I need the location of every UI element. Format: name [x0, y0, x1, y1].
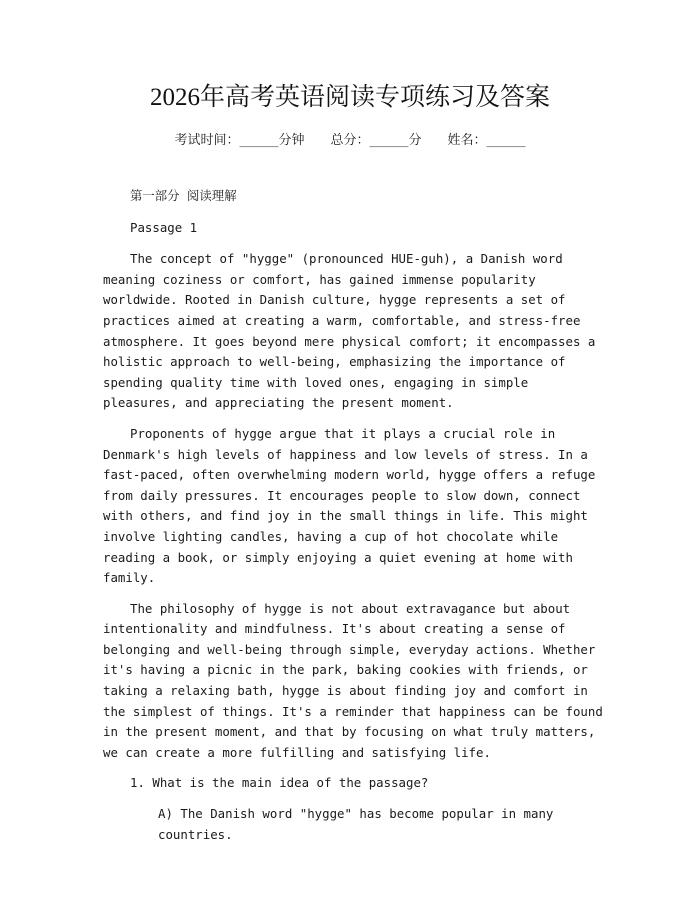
passage-label: Passage 1 [130, 219, 198, 235]
question-1: 1. What is the main idea of the passage? [130, 775, 429, 791]
question-1-option-a: A) The Danish word "hygge" has become popular in many countries. [158, 806, 554, 842]
section-heading: 第一部分 阅读理解 [130, 188, 237, 203]
passage-paragraph-1: The concept of "hygge" (pronounced HUE-guh), a Danish word meaning coziness or comfort, has gained immense popularity worldwide. Rooted in Danish culture, hygge represents a set of practices aimed at creating a warm, comfortable, and stress-free atmosphere. It goes beyond mere physical comfort; it encompasses a holistic approach to well-being, emphasizing the importance of spending quality time with loved ones, engaging in simple pleasures, and appreciating the present moment. [103, 251, 596, 411]
exam-info-line [0, 129, 700, 153]
exam-time-field: 考试时间：______分钟 [174, 133, 305, 148]
student-name-field: 姓名：______ [447, 133, 526, 148]
page-title: 2026年高考英语阅读专项练习及答案 [149, 84, 550, 111]
passage-paragraph-3: The philosophy of hygge is not about extravagance but about intentionality and mindfulness. It's about creating a sense of belonging and well-being through simple, everyday actions. Whether it's having a picnic in the park, baking cookies with friends, or taking a relaxing bath, hygge is about finding joy and comfort in the simplest of things. It's a reminder that happiness can be found in the present moment, and that by focusing on what truly matters, we can create a more fulfilling and satisfying life. [103, 600, 603, 760]
passage-paragraph-2: Proponents of hygge argue that it plays a crucial role in Denmark's high levels of happiness and low levels of stress. In a fast-paced, often overwhelming modern world, hygge offers a refuge from daily pressures. It encourages people to slow down, connect with others, and find joy in the small things in life. This might involve lighting candles, having a cup of hot chocolate while reading a book, or simply enjoying a quiet evening at home with family. [103, 425, 596, 586]
exam-score-field: 总分：______分 [330, 133, 422, 148]
document-body [103, 186, 603, 855]
